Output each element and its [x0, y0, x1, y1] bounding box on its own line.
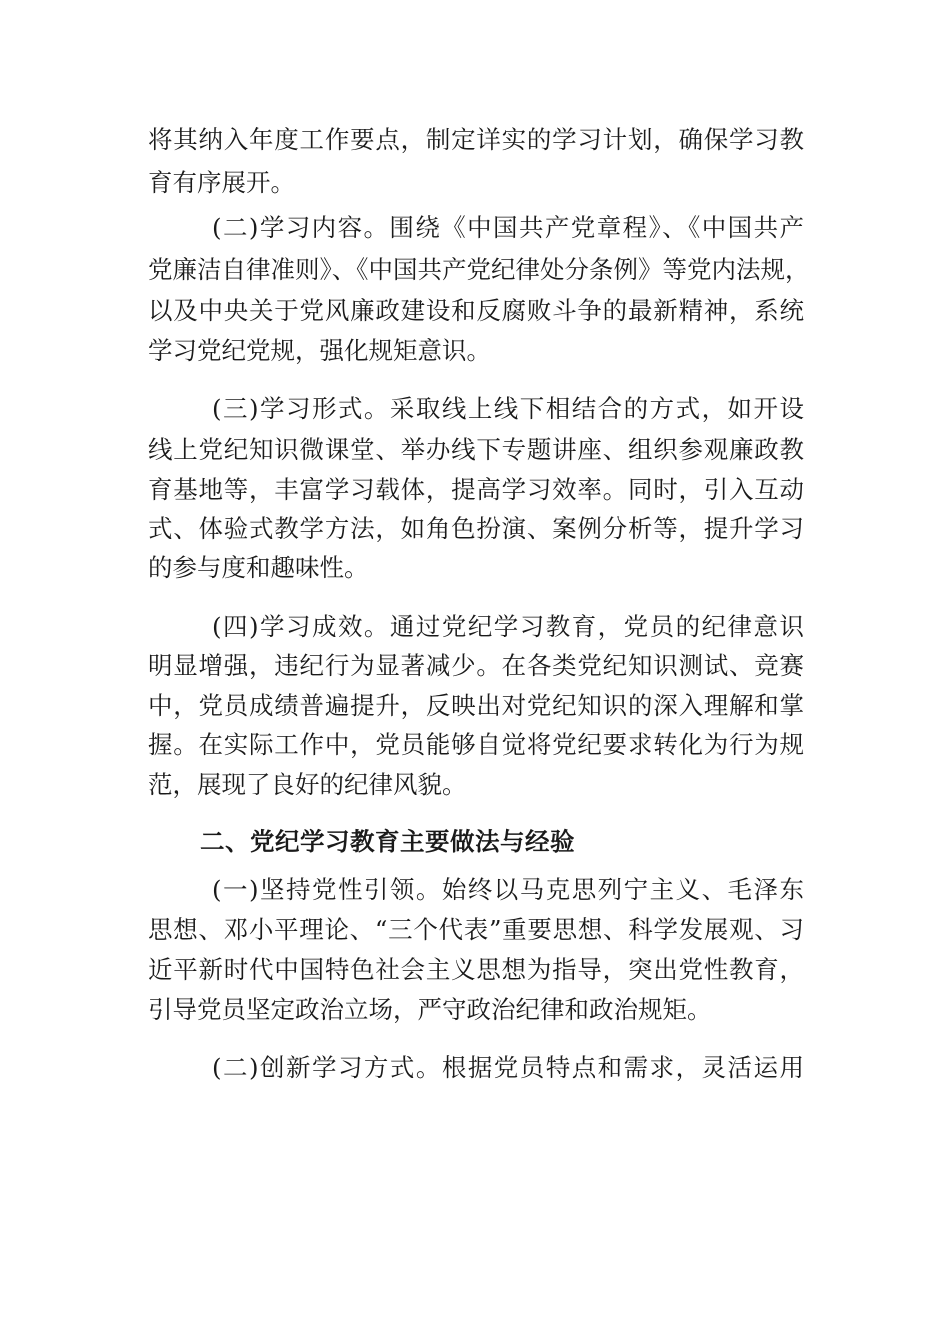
- paragraph-line: 育基地等，丰富学习载体，提高学习效率。同时，引入互动: [148, 475, 804, 504]
- paragraph-line: 线上党纪知识微课堂、举办线下专题讲座、组织参观廉政教: [148, 435, 804, 464]
- paragraph-line: 范，展现了良好的纪律风貌。: [148, 770, 467, 799]
- paragraph-line: 引导党员坚定政治立场，严守政治纪律和政治规矩。: [148, 995, 712, 1024]
- paragraph-line: (二)学习内容。围绕《中国共产党章程》、《中国共产: [212, 213, 804, 242]
- paragraph-line: 明显增强，违纪行为显著减少。在各类党纪知识测试、竞赛: [148, 651, 804, 680]
- paragraph-line: (二)创新学习方式。根据党员特点和需求，灵活运用: [212, 1053, 804, 1082]
- section-heading: 二、党纪学习教育主要做法与经验: [200, 827, 575, 856]
- paragraph-line: 党廉洁自律准则》、《中国共产党纪律处分条例》等党内法规，: [148, 255, 810, 284]
- paragraph-line: 的参与度和趣味性。: [148, 553, 369, 582]
- paragraph-line: 握。在实际工作中，党员能够自觉将党纪要求转化为行为规: [148, 730, 804, 759]
- paragraph-line: (四)学习成效。通过党纪学习教育，党员的纪律意识: [212, 612, 804, 641]
- paragraph-line: (三)学习形式。采取线上线下相结合的方式，如开设: [212, 394, 804, 423]
- paragraph-line: 育有序展开。: [148, 168, 295, 197]
- paragraph-line: 学习党纪党规，强化规矩意识。: [148, 336, 491, 365]
- paragraph-line: 将其纳入年度工作要点，制定详实的学习计划，确保学习教: [148, 125, 804, 154]
- paragraph-line: 中，党员成绩普遍提升，反映出对党纪知识的深入理解和掌: [148, 691, 804, 720]
- paragraph-line: (一)坚持党性引领。始终以马克思列宁主义、毛泽东: [212, 875, 804, 904]
- paragraph-line: 思想、邓小平理论、“三个代表”重要思想、科学发展观、习: [148, 915, 804, 944]
- paragraph-line: 近平新时代中国特色社会主义思想为指导，突出党性教育，: [148, 955, 804, 984]
- paragraph-line: 式、体验式教学方法，如角色扮演、案例分析等，提升学习: [148, 514, 804, 543]
- paragraph-line: 以及中央关于党风廉政建设和反腐败斗争的最新精神，系统: [148, 296, 804, 325]
